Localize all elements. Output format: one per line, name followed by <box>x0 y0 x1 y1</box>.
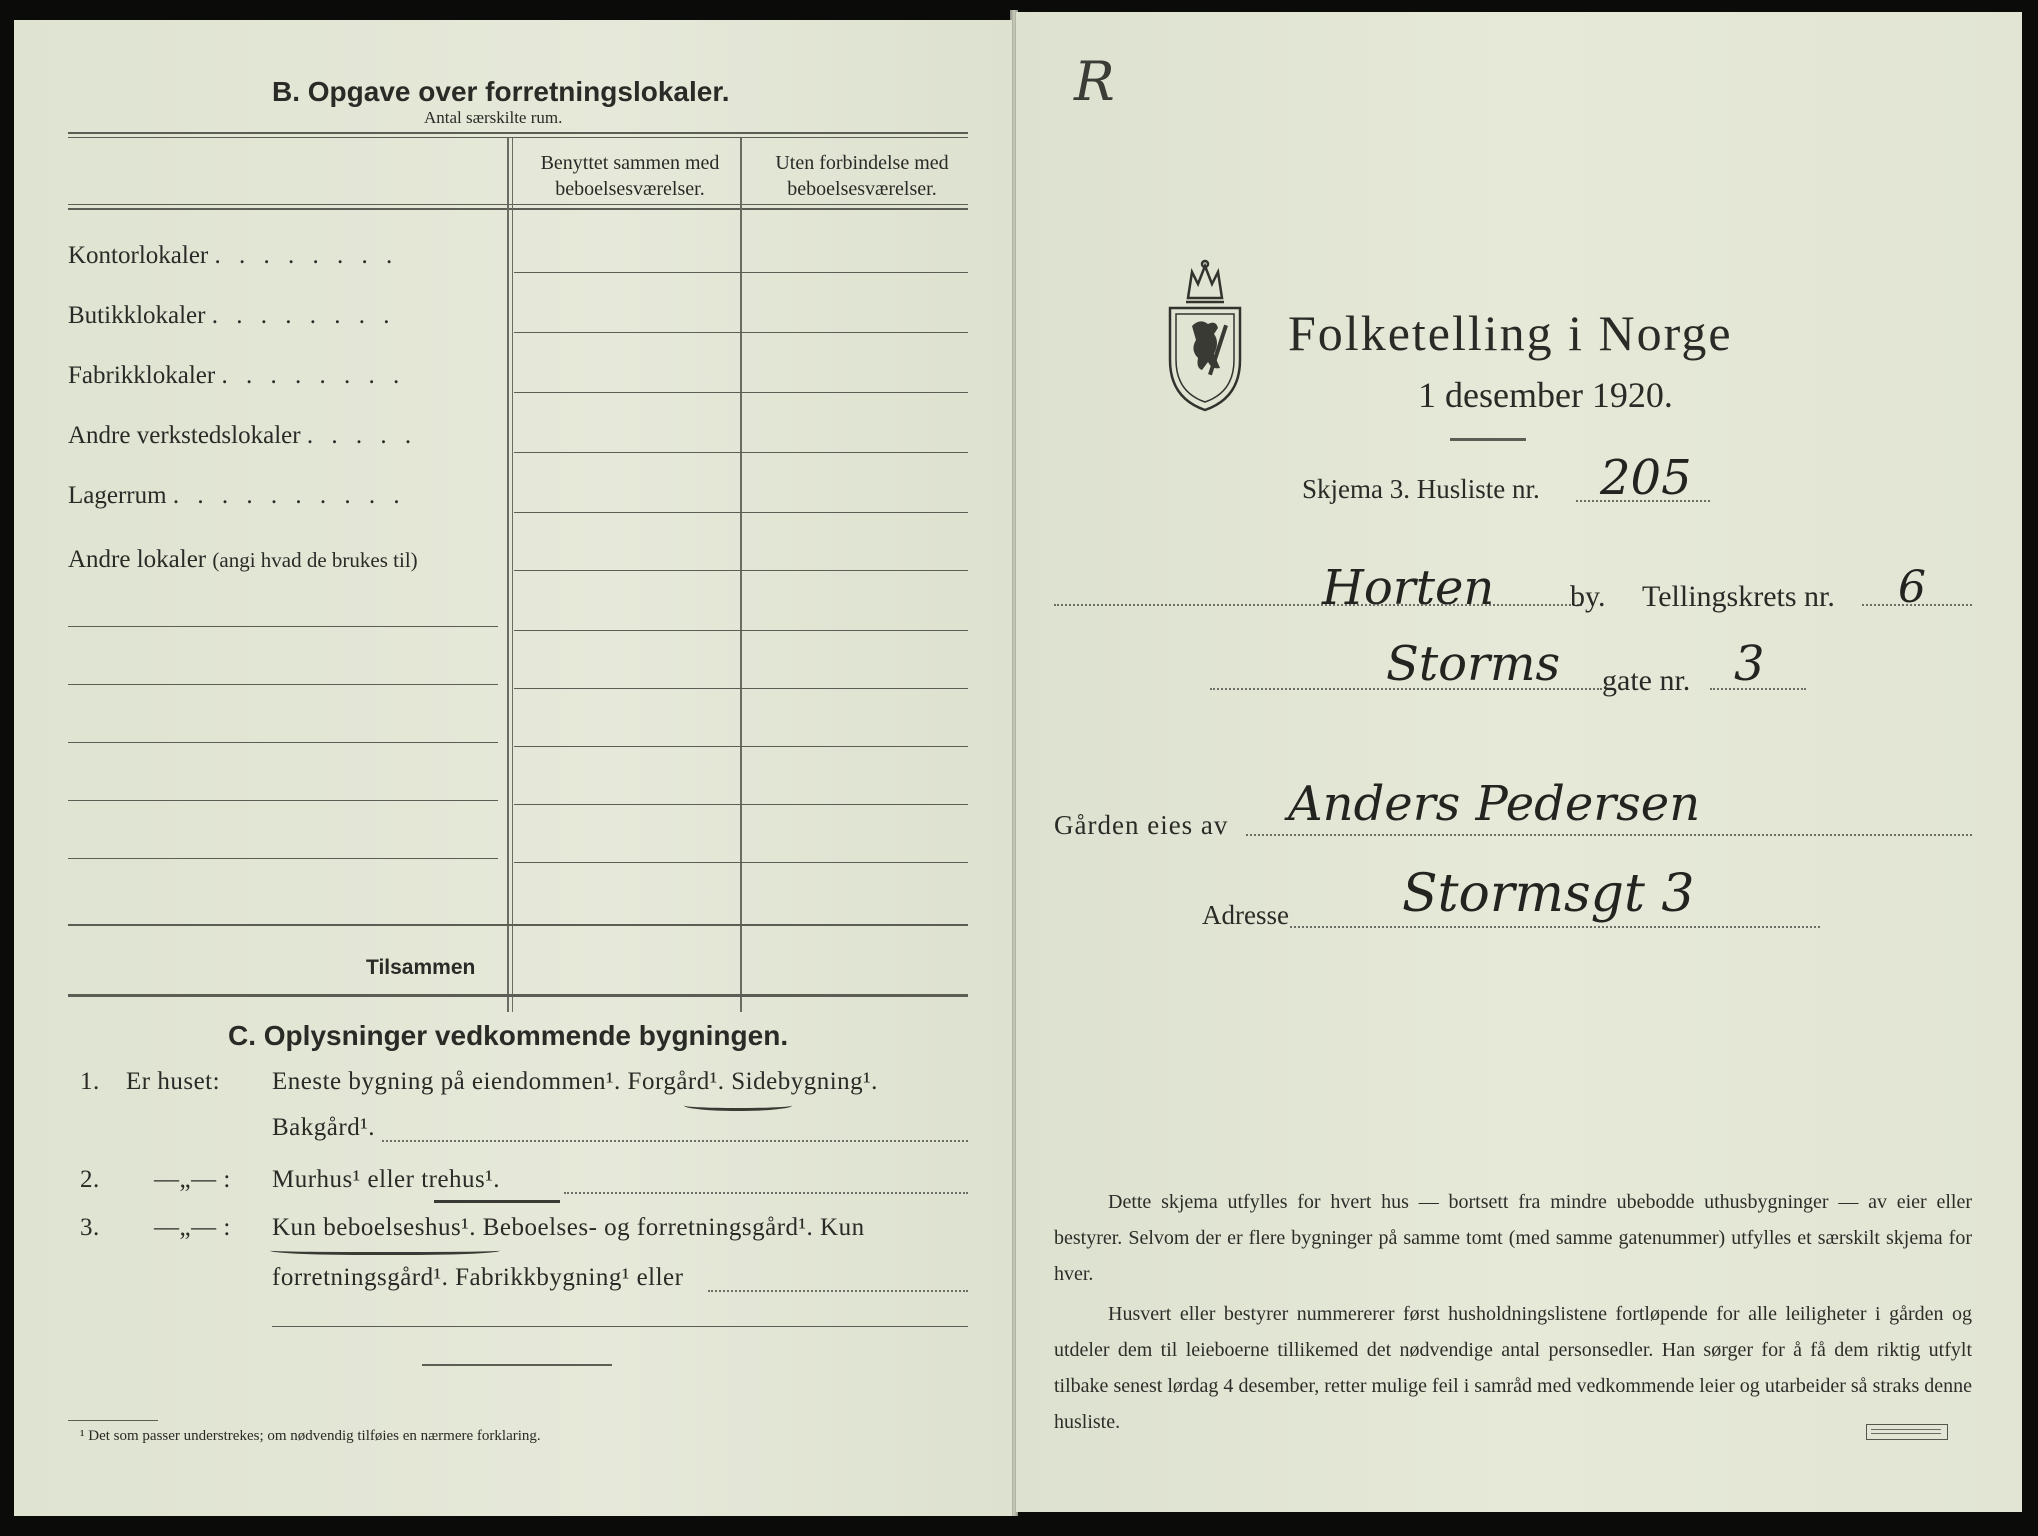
city-suffix: by. <box>1570 580 1606 613</box>
col1-header-line2: beboelsesværelser. <box>555 178 705 200</box>
instructions-paragraph-1: Dette skjema utfylles for hvert hus — bortsett fra mindre ubebodde uthusbygninger — av eier eller bestyrer. Selvom der er flere bygninger på samme tomt (med samme gatenummer) utfylles et særskilt skjema for hver. <box>1054 1191 1972 1285</box>
blank-line <box>68 800 498 801</box>
q1-number: 1. <box>80 1068 100 1095</box>
gate-nr-value[interactable]: 3 <box>1734 636 1765 692</box>
col1-header <box>518 150 742 202</box>
end-rule <box>422 1364 612 1366</box>
total-label: Tilsammen <box>366 956 476 979</box>
address-line <box>1290 926 1820 928</box>
row-label: Lagerrum <box>68 482 167 509</box>
row-line <box>514 272 968 273</box>
row-dots: . . . . . <box>306 422 418 449</box>
row-andre-verkstedslokaler <box>68 422 417 450</box>
row-line <box>514 688 968 689</box>
row-label: Andre lokaler <box>68 546 207 573</box>
schema-label: Skjema 3. Husliste nr. <box>1302 474 1540 504</box>
street-value[interactable]: Storms <box>1386 636 1561 692</box>
row-dots: . . . . . . . . <box>214 242 399 269</box>
blank-line <box>68 858 498 859</box>
col2-header-line1: Uten forbindelse med <box>775 152 949 174</box>
total-top-rule <box>68 924 968 926</box>
instructions-paragraph-2: Husvert eller bestyrer nummererer først husholdningslistene fortløpende for alle leiligheter i gården og utdeler dem til leieboerne tillikemed det nødvendige antal personsedler. Han sørger for å få dem riktig utfylt tilbake senest lørdag 4 desember, retter mulige feil i samråd med vedkommende leier og utarbeider så straks denne husliste. <box>1054 1303 1972 1433</box>
owner-line <box>1246 834 1972 836</box>
left-page <box>14 20 1012 1516</box>
city-line <box>1054 604 1582 606</box>
row-andre-lokaler <box>68 546 418 574</box>
q3-label: —„— : <box>154 1214 231 1241</box>
row-dots: . . . . . . . . . . <box>172 482 406 509</box>
q3-fill-line <box>708 1290 968 1292</box>
section-b-title: B. Opgave over forretningslokaler. <box>272 76 730 107</box>
row-label: Andre verkstedslokaler <box>68 422 301 449</box>
section-b-subtitle: Antal særskilte rum. <box>424 108 563 127</box>
footnote: ¹ Det som passer understrekes; om nødvendig tilføies en nærmere forklaring. <box>80 1428 541 1444</box>
krets-value[interactable]: 6 <box>1898 562 1926 613</box>
street-line <box>1210 688 1602 690</box>
row-butikklokaler <box>68 302 395 330</box>
forgard-underline <box>684 1100 792 1111</box>
row-line <box>514 392 968 393</box>
row-line <box>514 512 968 513</box>
table-bottom-rule <box>68 994 968 997</box>
street-suffix: gate nr. <box>1602 664 1691 697</box>
row-line <box>514 452 968 453</box>
q1-text: Eneste bygning på eiendommen¹. Forgård¹. Sidebygning¹. <box>272 1068 878 1095</box>
row-dots: . . . . . . . . <box>211 302 396 329</box>
date-underline <box>1450 438 1526 441</box>
corner-mark: R <box>1074 50 1115 113</box>
row-note: (angi hvad de brukes til) <box>212 548 418 572</box>
q3-text: Kun beboelseshus¹. Beboelses- og forretningsgård¹. Kun <box>272 1214 865 1241</box>
census-date: 1 desember 1920. <box>1418 375 1673 415</box>
owner-label: Gården eies av <box>1054 810 1229 840</box>
blank-line <box>68 626 498 627</box>
section-c-title: C. Oplysninger vedkommende bygningen. <box>228 1020 789 1051</box>
row-line <box>514 804 968 805</box>
row-line <box>514 746 968 747</box>
q3-extra-line <box>272 1326 968 1327</box>
row-lagerrum <box>68 482 406 510</box>
col2-header-line2: beboelsesværelser. <box>787 178 937 200</box>
blank-line <box>68 742 498 743</box>
printer-stamp <box>1866 1424 1948 1440</box>
q1-fill-line <box>382 1140 968 1142</box>
norway-coat-of-arms-icon <box>1162 258 1248 414</box>
row-label: Butikklokaler <box>68 302 206 329</box>
row-fabrikklokaler <box>68 362 405 390</box>
husliste-line <box>1576 500 1710 502</box>
krets-line <box>1862 604 1972 606</box>
row-line <box>514 862 968 863</box>
q2-fill-line <box>564 1192 968 1194</box>
col-divider-1 <box>507 138 509 1012</box>
table-top-rule <box>68 132 968 134</box>
col2-header <box>750 150 974 202</box>
row-kontorlokaler <box>68 242 398 270</box>
address-label: Adresse <box>1202 900 1289 930</box>
q1-label: Er huset: <box>126 1068 221 1095</box>
row-line <box>514 630 968 631</box>
row-line <box>514 570 968 571</box>
row-dots: . . . . . . . . <box>221 362 406 389</box>
col-divider-2 <box>740 138 742 1012</box>
trehus-underline <box>434 1194 560 1203</box>
row-line <box>514 332 968 333</box>
q2-text: Murhus¹ eller trehus¹. <box>272 1166 501 1193</box>
city-value[interactable]: Horten <box>1322 560 1495 616</box>
row-label: Fabrikklokaler <box>68 362 216 389</box>
form-title: Folketelling i Norge <box>1288 305 1733 361</box>
blank-line <box>68 684 498 685</box>
q2-label: —„— : <box>154 1166 231 1193</box>
row-label: Kontorlokaler <box>68 242 209 269</box>
owner-value[interactable]: Anders Pedersen <box>1288 776 1701 832</box>
header-bottom-rule <box>68 204 968 205</box>
col-divider-1b <box>512 138 513 1012</box>
address-value[interactable]: Stormsgt 3 <box>1402 864 1695 924</box>
table-top-rule-2 <box>68 137 968 138</box>
kun-beboelseshus-underline <box>270 1244 500 1255</box>
krets-label: Tellingskrets nr. <box>1642 580 1835 613</box>
gate-nr-line <box>1710 688 1806 690</box>
q3-text2: forretningsgård¹. Fabrikkbygning¹ eller <box>272 1264 684 1291</box>
q3-number: 3. <box>80 1214 100 1241</box>
header-bottom-rule-2 <box>68 208 968 210</box>
right-page <box>1016 12 2022 1512</box>
husliste-value[interactable]: 205 <box>1600 450 1692 506</box>
q1-text2: Bakgård¹. <box>272 1114 375 1141</box>
footnote-rule <box>68 1420 158 1421</box>
q2-number: 2. <box>80 1166 100 1193</box>
col1-header-line1: Benyttet sammen med <box>540 152 720 174</box>
